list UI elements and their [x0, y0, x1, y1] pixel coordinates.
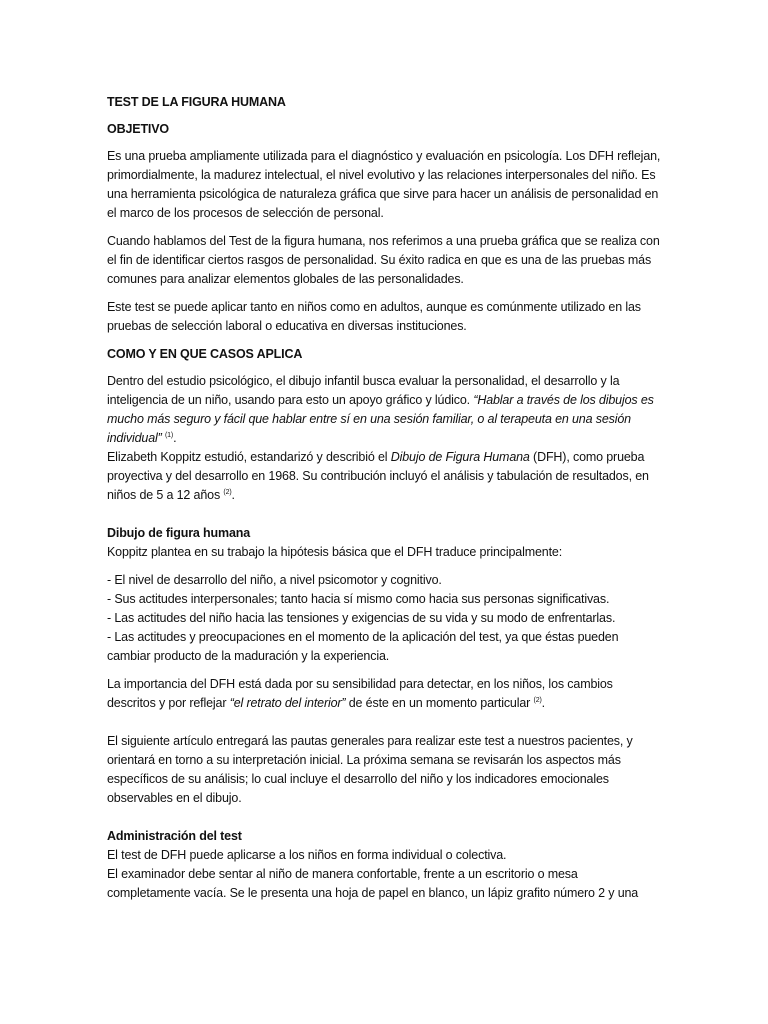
quote-text: “Hablar a través de los dibujos es mucho más seguro y fácil que hablar entre sí en una sesión familiar, o al terapeuta en una sesión individual”	[107, 393, 654, 445]
list-item: - Las actitudes y preocupaciones en el momento de la aplicación del test, ya que éstas pueden cambiar producto de la maduración y la experiencia.	[107, 630, 619, 663]
section-heading-objetivo: OBJETIVO	[107, 122, 170, 136]
paragraph-text: Elizabeth Koppitz estudió, estandarizó y describió el	[107, 450, 391, 464]
section-heading-dibujo: Dibujo de figura humana	[107, 526, 251, 540]
paragraph-text: (DFH), como prueba proyectiva y del desarrollo en 1968. Su contribución incluyó el análisis y tabulación de resultados, en niños de 5 a 12 años	[107, 450, 649, 502]
reference-marker: (2)	[223, 488, 232, 496]
paragraph-objetivo-3: Este test se puede aplicar tanto en niños como en adultos, aunque es comúnmente utilizado en las pruebas de selección laboral o educativa en diversas instituciones.	[107, 300, 641, 333]
document-title: TEST DE LA FIGURA HUMANA	[107, 95, 286, 109]
section-heading-administracion: Administración del test	[107, 829, 242, 843]
paragraph-text: La importancia del DFH está dada por su sensibilidad para detectar, en los niños, los cambios descritos y por reflejar	[107, 677, 613, 710]
paragraph-text: Dentro del estudio psicológico, el dibujo infantil busca evaluar la personalidad, el desarrollo y la inteligencia de un niño, usando para esto un apoyo gráfico y lúdico.	[107, 374, 620, 407]
paragraph-examinador: El examinador debe sentar al niño de manera confortable, frente a un escritorio o mesa completamente vacía. Se le presenta una hoja de papel en blanco, un lápiz grafito número 2 y una	[107, 867, 639, 900]
paragraph-end: .	[541, 696, 545, 710]
list-item: - Sus actitudes interpersonales; tanto hacia sí mismo como hacia sus personas significativas.	[107, 592, 610, 606]
emphasis-text: Dibujo de Figura Humana	[390, 450, 530, 464]
paragraph-text: de éste en un momento particular	[345, 696, 534, 710]
reference-marker: (2)	[533, 696, 542, 704]
quote-text: “el retrato del interior”	[229, 696, 346, 710]
paragraph-estudio-psicologico: Dentro del estudio psicológico, el dibujo infantil busca evaluar la personalidad, el desarrollo y la inteligencia de un niño, usando para esto un apoyo gráfico y lúdico. “Hablar a través de los dibujos es mucho más seguro y fácil que hablar entre sí en una sesión familiar, o al terapeuta en una sesión individual” $^{(1)}$.	[107, 374, 654, 445]
reference-marker: (1)	[164, 431, 174, 439]
list-item: - El nivel de desarrollo del niño, a nivel psicomotor y cognitivo.	[107, 573, 442, 587]
paragraph-aplicacion: El test de DFH puede aplicarse a los niños en forma individual o colectiva.	[107, 848, 507, 862]
paragraph-articulo: El siguiente artículo entregará las pautas generales para realizar este test a nuestros pacientes, y orientará en torno a su interpretación inicial. La próxima semana se revisarán los aspectos más específicos de su análisis; lo cual incluye el desarrollo del niño y los indicadores emocionales observables en el dibujo.	[107, 734, 633, 805]
document-page	[107, 93, 663, 903]
section-heading-como-aplica: COMO Y EN QUE CASOS APLICA	[107, 347, 303, 361]
paragraph-importancia	[107, 675, 663, 713]
paragraph-objetivo-2: Cuando hablamos del Test de la figura humana, nos referimos a una prueba gráfica que se realiza con el fin de identificar ciertos rasgos de personalidad. Su éxito radica en que es una de las pruebas más comunes para analizar elementos globales de las personalidades.	[107, 234, 660, 286]
paragraph-koppitz	[107, 448, 663, 505]
paragraph-objetivo-1: Es una prueba ampliamente utilizada para el diagnóstico y evaluación en psicología. Los DFH reflejan, primordialmente, la madurez intelectual, el nivel evolutivo y las relaciones interpersonales del niño. Es una herramienta psicológica de naturaleza gráfica que sirve para hacer un análisis de personalidad en el marco de los procesos de selección de personal.	[107, 149, 661, 220]
paragraph-hipotesis: Koppitz plantea en su trabajo la hipótesis básica que el DFH traduce principalmente:	[107, 545, 563, 559]
list-item: - Las actitudes del niño hacia las tensiones y exigencias de su vida y su modo de enfrentarlas.	[107, 611, 616, 625]
hypothesis-list	[107, 571, 663, 666]
paragraph-end: .	[231, 488, 235, 502]
